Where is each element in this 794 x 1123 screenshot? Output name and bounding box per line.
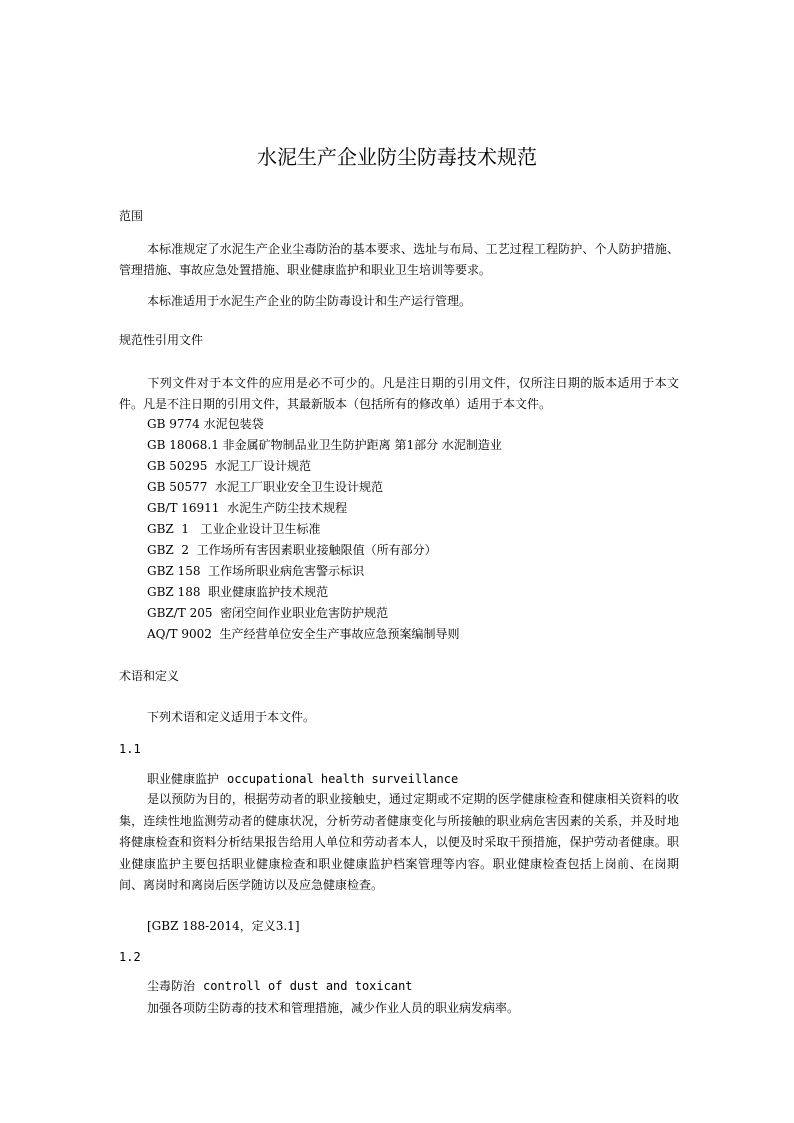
term-title-en: controll of dust and toxicant: [203, 979, 413, 993]
scope-paragraph-1-text: 本标准规定了水泥生产企业尘毒防治的基本要求、选址与布局、工艺过程工程防护、个人防护措施、管理措施、事故应急处置措施、职业健康监护和职业卫生培训等要求。: [119, 242, 679, 277]
reference-item: GBZ/T 205 密闭空间作业职业危害防护规范: [147, 606, 389, 620]
terms-intro: [119, 707, 679, 728]
term-definition-text: 是以预防为目的，根据劳动者的职业接触史，通过定期或不定期的医学健康检查和健康相关资料的收集，连续性地监测劳动者的健康状况，分析劳动者健康变化与所接触的职业病危害因素的关系，并及时地将健康检查和资料分析结果报告给用人单位和劳动者本人，以便及时采取干预措施，保护劳动者健康。职业健康监护主要包括职业健康检查和职业健康监护档案管理等内容。职业健康检查包括上岗前、在岗期间、离岗时和离岗后医学随访以及应急健康检查。: [119, 792, 679, 892]
reference-item: GBZ 188 职业健康监护技术规范: [147, 585, 329, 599]
scope-paragraph-1: [119, 239, 679, 281]
reference-item: GB 50295 水泥工厂设计规范: [147, 459, 312, 473]
term-definition: 加强各项防尘防毒的技术和管理措施，减少作业人员的职业病发病率。: [147, 1001, 520, 1015]
reference-item: GBZ 2 工作场所有害因素职业接触限值（所有部分）: [147, 543, 437, 557]
term-number: 1.2: [119, 950, 141, 964]
reference-item: AQ/T 9002 生产经营单位安全生产事故应急预案编制导则: [147, 627, 460, 641]
page-title: 水泥生产企业防尘防毒技术规范: [257, 145, 537, 169]
term-title-en: occupational health surveillance: [227, 772, 459, 786]
reference-item: GBZ 1 工业企业设计卫生标准: [147, 522, 321, 536]
term-number: 1.1: [119, 742, 141, 756]
term-source: [GBZ 188-2014，定义3.1]: [147, 919, 300, 933]
scope-paragraph-2: [119, 291, 679, 312]
reference-item: GB 9774 水泥包装袋: [147, 417, 264, 431]
term-title-zh: 尘毒防治: [147, 979, 196, 993]
scope-paragraph-2-text: 本标准适用于水泥生产企业的防尘防毒设计和生产运行管理。: [147, 294, 472, 308]
normative-intro: [119, 373, 679, 415]
reference-item: GB 50577 水泥工厂职业安全卫生设计规范: [147, 480, 384, 494]
section-heading-terms: 术语和定义: [119, 669, 180, 683]
terms-intro-text: 下列术语和定义适用于本文件。: [147, 710, 316, 724]
section-heading-scope: 范围: [119, 209, 144, 223]
reference-item: GB 18068.1 非金属矿物制品业卫生防护距离 第1部分 水泥制造业: [147, 438, 502, 452]
reference-item: GB/T 16911 水泥生产防尘技术规程: [147, 501, 348, 515]
section-heading-normative: 规范性引用文件: [119, 333, 204, 347]
term-title: [147, 977, 413, 995]
term-title-zh: 职业健康监护: [147, 772, 220, 786]
term-title: [147, 770, 458, 788]
normative-intro-text: 下列文件对于本文件的应用是必不可少的。凡是注日期的引用文件，仅所注日期的版本适用于本文件。凡是不注日期的引用文件，其最新版本（包括所有的修改单）适用于本文件。: [119, 376, 679, 411]
reference-item: GBZ 158 工作场所职业病危害警示标识: [147, 564, 365, 578]
term-definition: [119, 789, 679, 897]
